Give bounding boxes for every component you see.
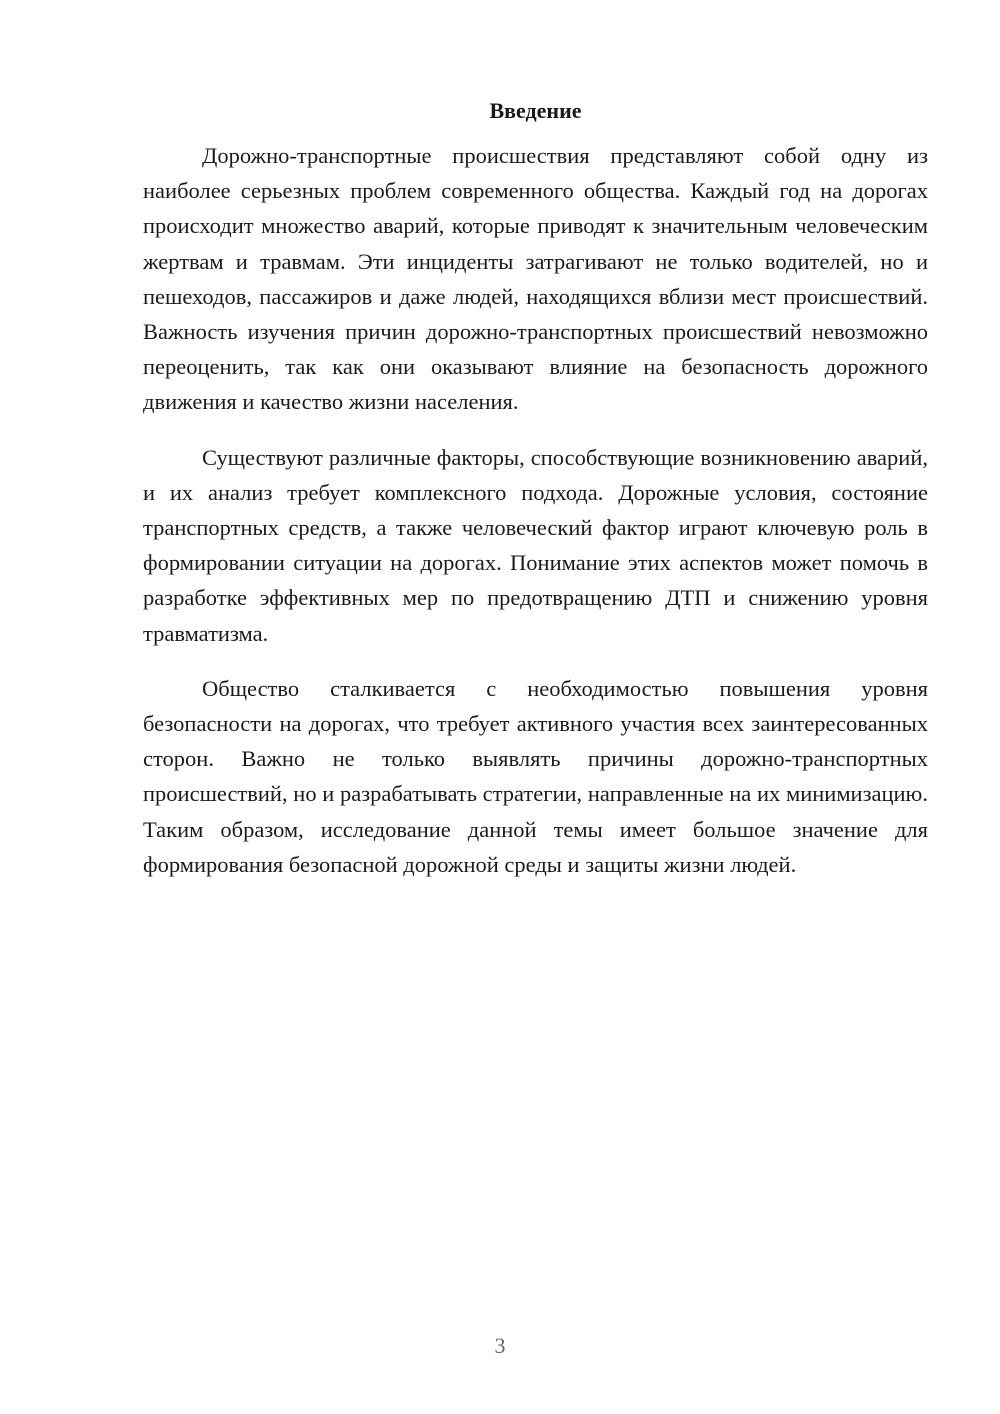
- section-title: Введение: [489, 98, 582, 123]
- paragraph-2: Существуют различные факторы, способствующие возникновению аварий, и их анализ требует комплексного подхода. Дорожные условия, состояние транспортных средств, а также человеческий фактор играют ключевую роль в формировании ситуации на дорогах. Понимание этих аспектов может помочь в разработке эффективных мер по предотвращению ДТП и снижению уровня травматизма.: [143, 444, 928, 646]
- paragraph-3: Общество сталкивается с необходимостью повышения уровня безопасности на дорогах, что требует активного участия всех заинтересованных сторон. Важно не только выявлять причины дорожно-транспортных происшествий, но и разрабатывать стратегии, направленные на их минимизацию. Таким образом, исследование данной темы имеет большое значение для формирования безопасной дорожной среды и защиты жизни людей.: [143, 675, 928, 877]
- paragraph-1: Дорожно-транспортные происшествия представляют собой одну из наиболее серьезных проблем современного общества. Каждый год на дорогах происходит множество аварий, которые приводят к значительным человеческим жертвам и травмам. Эти инциденты затрагивают не только водителей, но и пешеходов, пассажиров и даже людей, находящихся вблизи мест происшествий. Важность изучения причин дорожно-транспортных происшествий невозможно переоценить, так как они оказывают влияние на безопасность дорожного движения и качество жизни населения.: [143, 143, 928, 415]
- page-number: 3: [494, 1333, 506, 1358]
- page-content: [143, 96, 928, 902]
